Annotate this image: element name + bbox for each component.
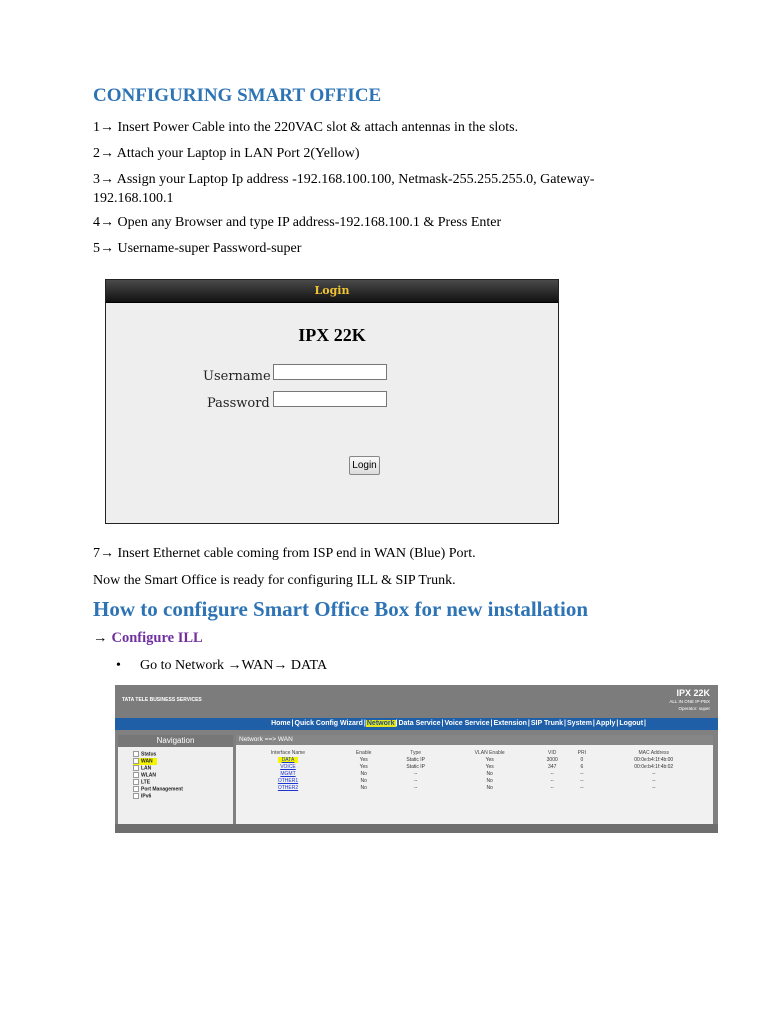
router-footer [115,824,718,833]
router-sidebar [118,735,233,824]
interface-link-data[interactable]: DATA [236,757,340,764]
cell: Yes [359,764,368,770]
table-row [236,764,713,771]
cell: No [486,785,493,791]
cell: -- [413,785,418,791]
list-item [116,658,327,674]
col-pri: PRI [577,750,586,756]
cell: -- [413,771,418,777]
step-1: 1→ Insert Power Cable into the 220VAC slot & attach antennas in the slots. [93,120,519,135]
cell: 0 [580,757,584,763]
sidebar-item-lte[interactable]: LTE [133,779,233,786]
login-bar-title: Login [314,284,350,297]
router-main [236,735,713,824]
step-3: 3→ Assign your Laptop Ip address -192.168.100.100, Netmask-255.255.255.0, Gateway-192.168.100.1 [93,172,595,206]
login-button[interactable]: Login [349,456,380,475]
sidebar-title: Navigation [118,735,233,747]
col-interface-name: Interface Name [270,750,306,756]
nav-system[interactable]: System [567,720,592,727]
nav-data-service[interactable]: Data Service [398,720,441,727]
cell: Yes [485,757,494,763]
cell: No [486,778,493,784]
page-heading: CONFIGURING SMART OFFICE [93,85,382,106]
cell: 347 [548,764,557,770]
sidebar-item-lan[interactable]: LAN [133,765,233,772]
username-label: Username [203,369,271,384]
cell: -- [550,771,554,777]
section-heading: How to configure Smart Office Box for new installation [93,597,589,621]
cell: Static IP [406,764,425,770]
router-operator: Operator: super [678,706,710,711]
table-row [236,778,713,785]
step-5: 5→ Username-super Password-super [93,241,302,256]
step-7: 7→ Insert Ethernet cable coming from ISP end in WAN (Blue) Port. [93,546,476,561]
password-label: Password [207,396,270,411]
cell: No [360,785,367,791]
cell: -- [652,771,656,777]
router-brand: TATA TELE BUSINESS SERVICES [122,697,202,703]
sub-heading-text: Configure ILL [111,630,203,646]
sidebar-item-wan[interactable]: WAN [133,758,157,765]
nav-quick-config[interactable]: Quick Config Wizard [294,720,363,727]
nav-network[interactable]: Network [366,720,395,727]
nav-voice-service[interactable]: Voice Service [444,720,490,727]
nav-logout[interactable]: Logout [619,720,644,727]
interface-link-mgmt[interactable]: MGMT [280,771,296,777]
sidebar-item-status[interactable]: Status [133,751,233,758]
cell: No [486,771,493,777]
cell: Yes [359,757,368,763]
cell: -- [413,778,418,784]
step-4: 4→ Open any Browser and type IP address-192.168.100.1 & Press Enter [93,215,502,230]
col-vid: VID [548,750,557,756]
cell: -- [580,785,584,791]
ready-text: Now the Smart Office is ready for configuring ILL & SIP Trunk. [93,573,456,588]
cell: -- [580,778,584,784]
cell: Yes [485,764,494,770]
cell: No [360,771,367,777]
login-title-bar [106,280,558,303]
cell: -- [550,778,554,784]
cell: -- [580,771,584,777]
interface-link-voice[interactable]: VOICE [280,764,296,770]
step-2: 2→ Attach your Laptop in LAN Port 2(Yellow) [93,146,360,161]
nav-home[interactable]: Home [271,720,291,727]
password-field[interactable] [273,391,387,407]
col-enable: Enable [355,750,372,756]
login-device-title: IPX 22K [298,325,366,345]
router-header [115,685,718,718]
cell: -- [652,785,656,791]
username-field[interactable] [273,364,387,380]
sidebar-item-ipv6[interactable]: IPv6 [133,793,233,800]
col-vlan-enable: VLAN Enable [474,750,505,756]
arrow-icon: → [93,630,108,646]
nav-extension[interactable]: Extension [493,720,527,727]
cell: 00:0e:b4:1f:4b:02 [634,764,674,770]
col-mac-address: MAC Address [638,750,670,756]
cell: -- [652,778,656,784]
sidebar-item-wlan[interactable]: WLAN [133,772,233,779]
breadcrumb: Network ==> WAN [236,735,713,745]
interface-link-other2[interactable]: OTHER2 [277,785,299,791]
router-screenshot [115,685,718,833]
cell: No [360,778,367,784]
bullet-text: Go to Network →WAN→ DATA [140,658,328,673]
cell: -- [550,785,554,791]
sidebar-item-port-management[interactable]: Port Management [133,786,233,793]
router-model: IPX 22K [676,688,710,698]
nav-sip-trunk[interactable]: SIP Trunk [530,720,564,727]
router-model-sub: ALL IN ONE IP-PBX [669,699,710,704]
sub-heading [93,630,203,647]
table-row [236,771,713,778]
cell: 3000 [546,757,558,763]
router-nav: Home|Quick Config Wizard|Network|Data Service|Voice Service|Extension|SIP Trunk|System|Apply|Logout| [115,718,718,730]
table-row [236,785,713,792]
login-screenshot [105,279,559,524]
interface-link-other1[interactable]: OTHER1 [277,778,299,784]
cell: 6 [580,764,584,770]
nav-apply[interactable]: Apply [595,720,616,727]
cell: Static IP [406,757,425,763]
table-row [236,757,713,764]
col-type: Type [410,750,422,756]
bullet-icon: • [116,658,121,673]
router-model-block [669,688,710,712]
cell: 00:0e:b4:1f:4b:00 [634,757,674,763]
wan-table [236,749,713,792]
